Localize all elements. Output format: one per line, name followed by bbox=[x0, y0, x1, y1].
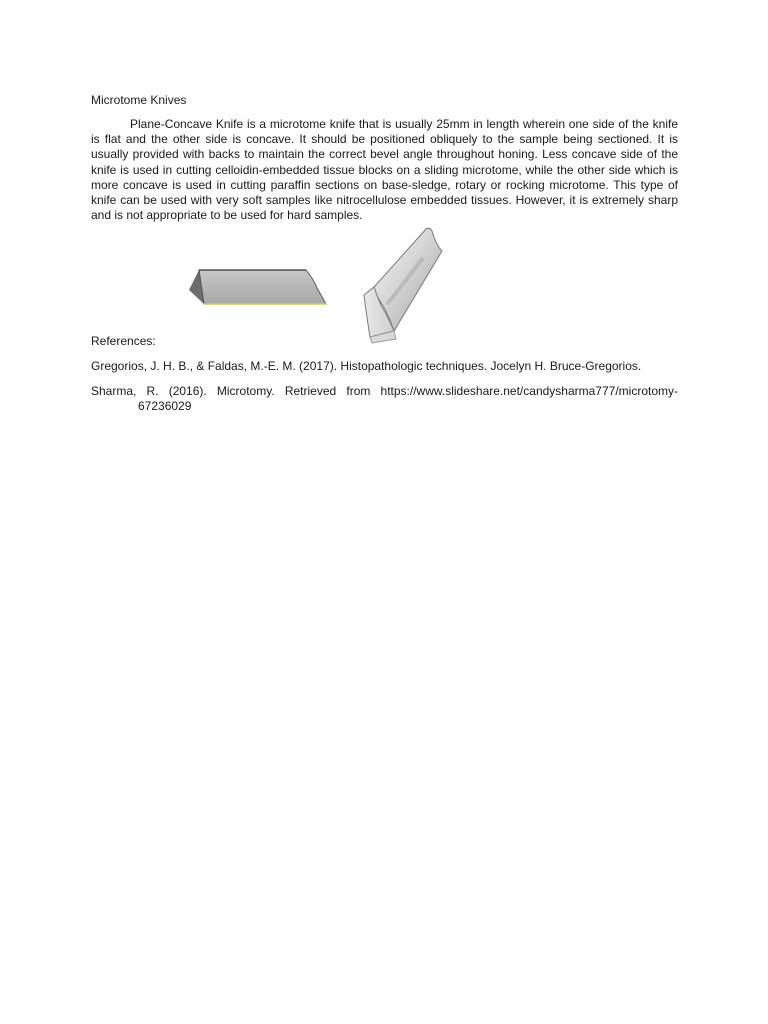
description-paragraph: Plane-Concave Knife is a microtome knife that is usually 25mm in length wherein one side of the knife is flat and the other side is concave. It should be positioned obliquely to the sample being sectioned. It is usually provided with backs to maintain the correct bevel angle throughout honing. Less concave side of the knife is used in cutting celloidin-embedded tissue blocks on a sliding microtome, while the other side which is more concave is used in cutting paraffin sections on base-sledge, rotary or rocking microtome. This type of knife can be used with very soft samples like nitrocellulose embedded tissues. However, it is extremely sharp and is not appropriate to be used for hard samples. bbox=[91, 117, 678, 223]
plane-concave-knife-3d-illustration bbox=[360, 225, 444, 345]
reference-item: Sharma, R. (2016). Microtomy. Retrieved from https://www.slideshare.net/candysharma777/microtomy-67236029 bbox=[91, 384, 678, 414]
references-heading: References: bbox=[91, 334, 156, 348]
plane-concave-knife-side-illustration bbox=[186, 264, 332, 310]
reference-item: Gregorios, J. H. B., & Faldas, M.-E. M. (2017). Histopathologic techniques. Jocelyn H. Bruce-Gregorios. bbox=[91, 359, 642, 373]
document-heading: Microtome Knives bbox=[91, 93, 187, 107]
